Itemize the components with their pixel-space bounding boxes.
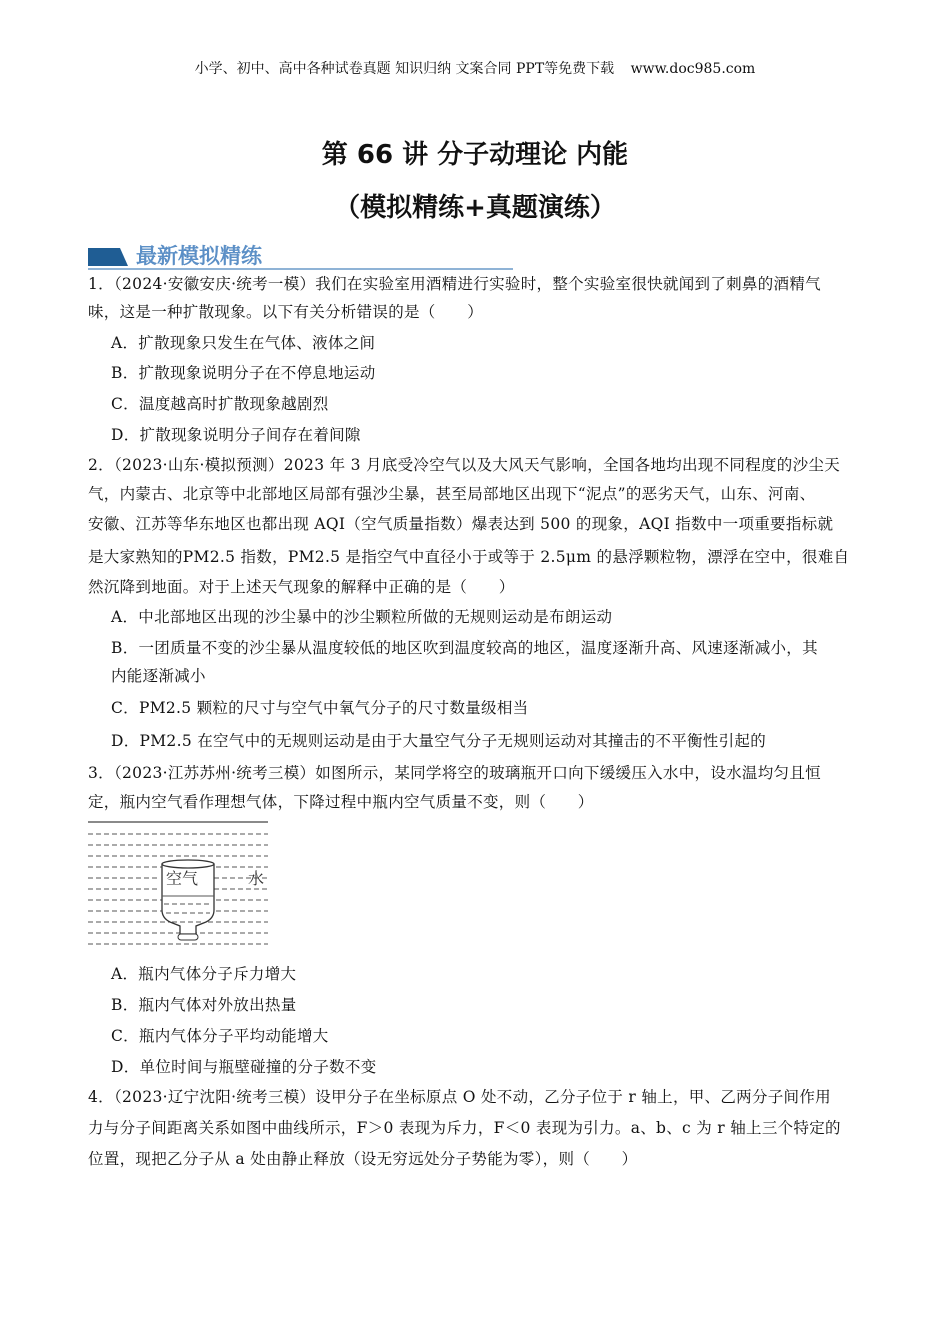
question-2-line: 安徽、江苏等华东地区也都出现 AQI（空气质量指数）爆表达到 500 的现象，AQI 指数中一项重要指标就: [88, 515, 834, 533]
q3-option-c: C．瓶内气体分子平均动能增大: [111, 1027, 329, 1045]
water-label: 水: [248, 869, 265, 888]
question-2-line: 是大家熟知的PM2.5 指数，PM2.5 是指空气中直径小于或等于 2.5μm 的悬浮颗粒物，漂浮在空中，很难自: [88, 548, 850, 566]
banner-rule: [88, 268, 513, 270]
q2-option-c: C．PM2.5 颗粒的尺寸与空气中氧气分子的尺寸数量级相当: [111, 699, 529, 717]
question-3-line: 定，瓶内空气看作理想气体，下降过程中瓶内空气质量不变，则（ ）: [88, 793, 594, 811]
question-2-line: 2．（2023·山东·模拟预测）2023 年 3 月底受冷空气以及大风天气影响，全国各地均出现不同程度的沙尘天: [88, 456, 841, 474]
question-4-line: 4．（2023·辽宁沈阳·统考三模）设甲分子在坐标原点 O 处不动，乙分子位于 r 轴上，甲、乙两分子间作用: [88, 1088, 831, 1106]
q1-option-c: C．温度越高时扩散现象越剧烈: [111, 395, 329, 413]
question-1-line: 味，这是一种扩散现象。以下有关分析错误的是（ ）: [88, 303, 484, 321]
q3-option-a: A．瓶内气体分子斥力增大: [111, 965, 297, 983]
question-3-line: 3．（2023·江苏苏州·统考三模）如图所示，某同学将空的玻璃瓶开口向下缓缓压入水中，设水温均匀且恒: [88, 764, 821, 782]
q1-option-b: B．扩散现象说明分子在不停息地运动: [111, 364, 376, 382]
q3-option-d: D．单位时间与瓶壁碰撞的分子数不变: [111, 1058, 377, 1076]
q1-option-d: D．扩散现象说明分子间存在着间隙: [111, 426, 361, 444]
question-4-line: 力与分子间距离关系如图中曲线所示，F＞0 表现为斥力，F＜0 表现为引力。a、b、c 为 r 轴上三个特定的: [88, 1119, 841, 1137]
q2-option-b: B．一团质量不变的沙尘暴从温度较低的地区吹到温度较高的地区，温度逐渐升高、风速逐渐减小，其: [111, 639, 818, 657]
page-header: [0, 58, 950, 78]
bottle-in-water-figure: [86, 818, 272, 950]
question-1-line: 1．（2024·安徽安庆·统考一模）我们在实验室用酒精进行实验时，整个实验室很快就闻到了刺鼻的酒精气: [88, 275, 821, 293]
q2-option-d: D．PM2.5 在空气中的无规则运动是由于大量空气分子无规则运动对其撞击的不平衡性引起的: [111, 732, 767, 750]
question-2-line: 气，内蒙古、北京等中北部地区局部有强沙尘暴，甚至局部地区出现下“泥点”的恶劣天气，山东、河南、: [88, 485, 816, 503]
section-banner: [88, 240, 513, 270]
doc-subtitle: （模拟精练+真题演练）: [334, 193, 616, 223]
q2-option-b-cont: 内能逐渐减小: [111, 667, 206, 685]
q1-option-a: A．扩散现象只发生在气体、液体之间: [111, 334, 376, 352]
doc-title: 第 66 讲 分子动理论 内能: [321, 140, 629, 170]
banner-bar: [88, 248, 128, 266]
header-url[interactable]: www.doc985.com: [630, 61, 756, 77]
q3-option-b: B．瓶内气体对外放出热量: [111, 996, 297, 1014]
header-text: 小学、初中、高中各种试卷真题 知识归纳 文案合同 PPT等免费下载: [194, 61, 615, 77]
question-4-line: 位置，现把乙分子从 a 处由静止释放（设无穷远处分子势能为零），则（ ）: [88, 1150, 638, 1168]
question-2-line: 然沉降到地面。对于上述天气现象的解释中正确的是（ ）: [88, 578, 515, 596]
q2-option-a: A．中北部地区出现的沙尘暴中的沙尘颗粒所做的无规则运动是布朗运动: [111, 608, 613, 626]
air-label: 空气: [166, 869, 199, 888]
section-title: 最新模拟精练: [136, 244, 262, 268]
